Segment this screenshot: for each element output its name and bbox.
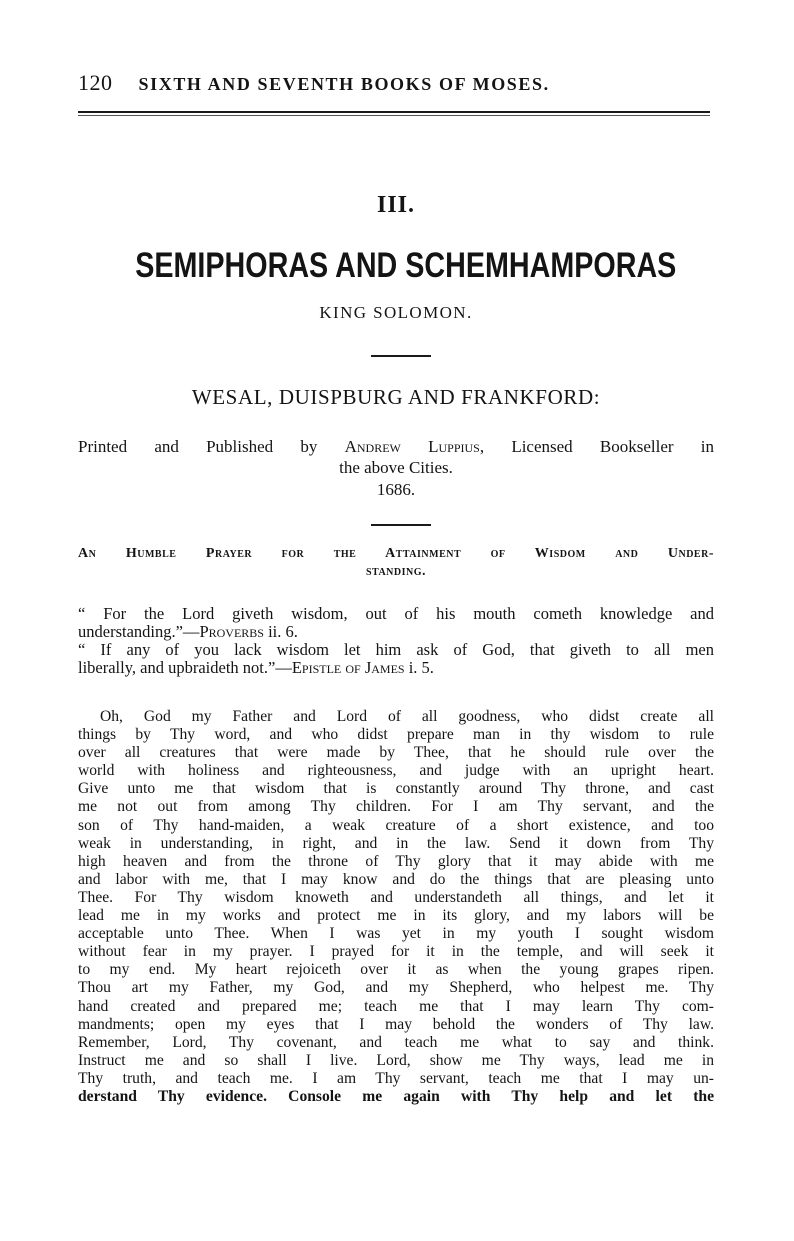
chapter-title: SEMIPHORAS AND SCHEMHAMPORAS (135, 246, 677, 285)
prayer-heading-line: An Humble Prayer for the Attainment of Wisdom and Under- (78, 546, 714, 561)
body-line: and labor with me, that I may know and do the things that are pleasing unto (78, 870, 714, 888)
epigraphs (78, 605, 714, 677)
body-line: son of Thy hand-maiden, a weak creature of a short existence, and too (78, 816, 714, 834)
body-line: to my end. My heart rejoiceth over it as when the young grapes ripen. (78, 961, 714, 979)
imprint-prefix: Printed and Published by (78, 437, 345, 456)
running-head (78, 70, 710, 100)
epigraph-source: Epistle of James (291, 658, 405, 677)
prayer-heading (78, 545, 714, 581)
body-line: acceptable unto Thee. When I was yet in my youth I sought wisdom (78, 925, 714, 943)
body-line: lead me in my works and protect me in its glory, and my labors will be (78, 907, 714, 925)
prayer-body (78, 708, 714, 1106)
prayer-heading-line: standing. (365, 564, 427, 579)
imprint-year: 1686. (376, 480, 416, 499)
epigraph-line: “ For the Lord giveth wisdom, out of his mouth cometh knowledge and (78, 604, 714, 623)
epigraph-text: understanding.”— (78, 622, 200, 641)
imprint-suffix: , Licensed Bookseller in (479, 437, 714, 456)
body-line: Give unto me that wisdom that is constantly around Thy throne, and cast (78, 780, 714, 798)
body-line: hand created and prepared me; teach me that I may learn Thy com- (78, 997, 714, 1015)
section-numeral: III. (376, 192, 416, 218)
body-line: Thou art my Father, my God, and my Shepherd, who helpest me. Thy (78, 979, 714, 997)
imprint-places: WESAL, DUISPBURG AND FRANKFORD: (191, 385, 601, 409)
body-line: Remember, Lord, Thy covenant, and teach me what to say and think. (78, 1033, 714, 1051)
epigraph-text: liberally, and upbraideth not.”— (78, 658, 292, 677)
page-number: 120 (78, 70, 113, 95)
imprint-block (78, 436, 714, 500)
header-rule-thin (78, 115, 710, 116)
epigraph-source: Proverbs (199, 622, 264, 641)
body-line: things by Thy word, and who didst prepare man in thy wisdom to rule (78, 726, 714, 744)
author-line: KING SOLOMON. (319, 303, 473, 322)
body-line: high heaven and from the throne of Thy glory that it may abide with me (78, 852, 714, 870)
epigraph-ref: i. 5. (404, 658, 434, 677)
publisher-name: Andrew Luppius (344, 437, 480, 456)
imprint-line-2: the above Cities. (339, 458, 453, 477)
body-line: without fear in my prayer. I prayed for it in the temple, and will seek it (78, 943, 714, 961)
body-line: Thy truth, and teach me. I am Thy servant, teach me that I may un- (78, 1069, 714, 1087)
body-line: Oh, God my Father and Lord of all goodness, who didst create all (100, 708, 714, 725)
body-line: mandments; open my eyes that I may behold the wonders of Thy law. (78, 1015, 714, 1033)
body-line: me not out from among Thy children. For I am Thy servant, and the (78, 798, 714, 816)
epigraph-line (78, 623, 714, 641)
divider-rule (371, 524, 431, 526)
body-line: weak in understanding, in right, and in the law. Send it down from Thy (78, 834, 714, 852)
header-rule (78, 111, 710, 113)
imprint-line (78, 436, 714, 457)
running-title: SIXTH AND SEVENTH BOOKS OF MOSES. (138, 74, 550, 94)
body-line: derstand Thy evidence. Console me again with Thy help and let the (78, 1087, 714, 1105)
divider-rule (371, 355, 431, 357)
epigraph-line (78, 659, 714, 677)
epigraph-ref: ii. 6. (263, 622, 298, 641)
body-line: over all creatures that were made by Thee, that he should rule over the (78, 744, 714, 762)
epigraph-line: “ If any of you lack wisdom let him ask of God, that giveth to all men (78, 640, 714, 659)
body-line: Thee. For Thy wisdom knoweth and understandeth all things, and let it (78, 888, 714, 906)
body-line: Instruct me and so shall I live. Lord, show me Thy ways, lead me in (78, 1051, 714, 1069)
body-line: world with holiness and righteousness, and judge with an upright heart. (78, 762, 714, 780)
